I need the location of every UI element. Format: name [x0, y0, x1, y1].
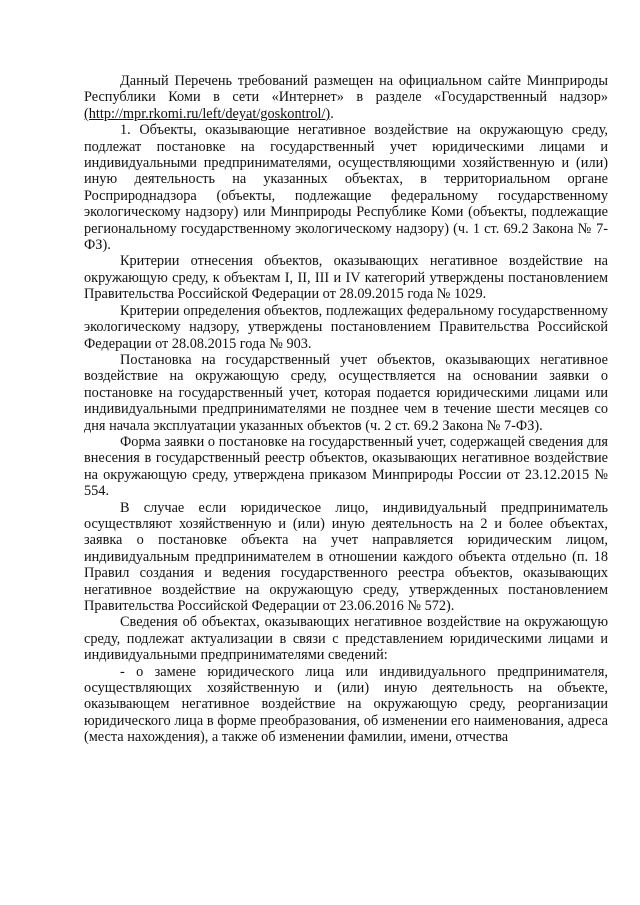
paragraph-objects-registration: 1. Объекты, оказывающие негативное воздействие на окружающую среду, подлежат постановке на государственный учет юридическими лицами и индивидуальными предпринимателями, осуществляющими хозяйственную и (или) иную деятельность на указанных объектах, в территориальном органе Росприроднадзора (объекты, подлежащие федеральному государственному экологическому надзору) или Минприроды Республике Коми (объекты, подлежащие региональному государственному экологическому надзору) (ч. 1 ст. 69.2 Закона № 7-ФЗ).: [84, 122, 608, 254]
paragraph-registration-procedure: Постановка на государственный учет объектов, оказывающих негативное воздействие на окружающую среду, осуществляется на основании заявки о постановке на государственный учет, которая подается юридическими лицами или индивидуальными предпринимателями не позднее чем в течение шести месяцев со дня начала эксплуатации указанных объектов (ч. 2 ст. 69.2 Закона № 7-ФЗ).: [84, 351, 608, 434]
list-item-replacement: - о замене юридического лица или индивидуального предпринимателя, осуществляющих хозяйственную и (или) иную деятельность на объекте, оказывающем негативное воздействие на окружающую среду, реорганизации юридического лица в форме преобразования, об изменении его наименования, адреса (места нахождения), а также об изменении фамилии, имени, отчества: [84, 663, 608, 746]
document-body: [84, 73, 608, 746]
goskontrol-link[interactable]: (http://mpr.rkomi.ru/left/deyat/goskontrol/): [84, 105, 331, 122]
paragraph-multiple-objects: В случае если юридическое лицо, индивидуальный предприниматель осуществляют хозяйственную и (или) иную деятельность на 2 и более объектах, заявка о постановке объекта на учет направляется юридическим лицом, индивидуальным предпринимателем в отношении каждого объекта отдельно (п. 18 Правил создания и ведения государственного реестра объектов, оказывающих негативное воздействие на окружающую среду, утвержденных постановлением Правительства Российской Федерации от 23.06.2016 № 572).: [84, 499, 608, 614]
intro-text: Данный Перечень требований размещен на официальном сайте Минприроды Республики Коми в сети «Интернет» в разделе «Государственный надзор»: [84, 73, 608, 106]
paragraph-data-update: Сведения об объектах, оказывающих негативное воздействие на окружающую среду, подлежат актуализации в связи с представлением юридическими лицами и индивидуальными предпринимателями сведений:: [84, 614, 608, 664]
paragraph-category-criteria: Критерии отнесения объектов, оказывающих негативное воздействие на окружающую среду, к объектам I, II, III и IV категорий утверждены постановлением Правительства Российской Федерации от 28.09.2015 года № 1029.: [84, 253, 608, 303]
intro-tail: .: [330, 105, 334, 122]
intro-paragraph: [84, 73, 608, 122]
paragraph-application-form: Форма заявки о постановке на государственный учет, содержащей сведения для внесения в государственный реестр объектов, оказывающих негативное воздействие на окружающую среду, утверждена приказом Минприроды России от 23.12.2015 № 554.: [84, 433, 608, 500]
paragraph-federal-criteria: Критерии определения объектов, подлежащих федеральному государственному экологическому надзору, утверждены постановлением Правительства Российской Федерации от 28.08.2015 года № 903.: [84, 302, 608, 352]
